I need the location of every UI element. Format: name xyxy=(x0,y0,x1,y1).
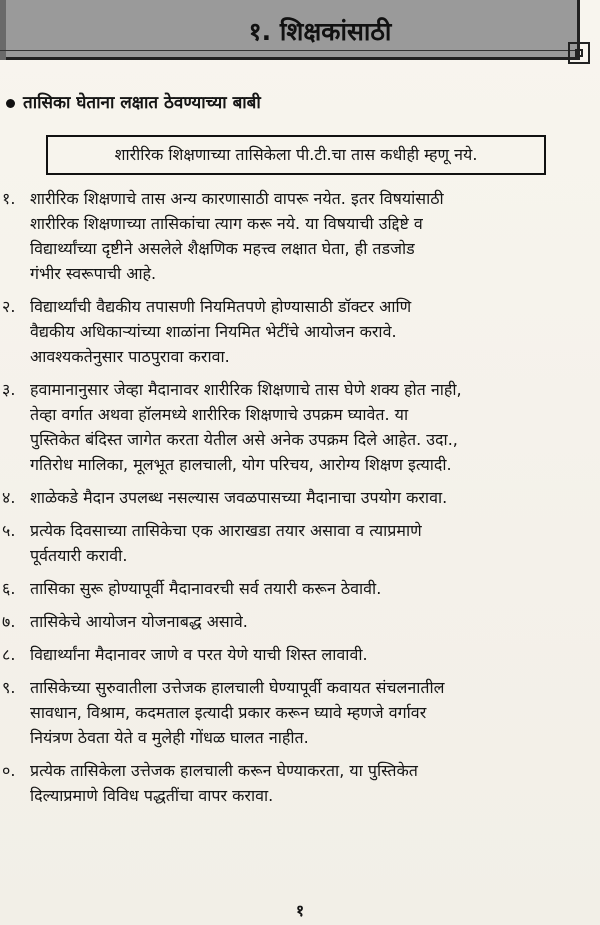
highlighted-note-box xyxy=(46,135,546,175)
list-item xyxy=(0,675,600,750)
list-item-line: शारीरिक शिक्षणाचे तास अन्य कारणासाठी वापरू नयेत. इतर विषयांसाठी xyxy=(30,189,444,208)
list-item-line: हवामानानुसार जेव्हा मैदानावर शारीरिक शिक्षणाचे तास घेणे शक्य होत नाही, xyxy=(30,380,462,399)
list-item xyxy=(0,485,600,510)
list-item-number: ९. xyxy=(2,678,16,697)
list-item-line: विद्यार्थ्यांच्या दृष्टीने असलेले शैक्षणिक महत्त्व लक्षात घेता, ही तडजोड xyxy=(30,239,415,258)
list-item-line: सावधान, विश्राम, कदमताल इत्यादी प्रकार करून घ्यावे म्हणजे वर्गावर xyxy=(30,703,427,722)
list-item xyxy=(0,294,600,369)
list-item-line: गंभीर स्वरूपाची आहे. xyxy=(30,264,157,283)
list-item xyxy=(0,609,600,634)
note-text: शारीरिक शिक्षणाच्या तासिकेला पी.टी.चा तास कधीही म्हणू नये. xyxy=(114,145,478,164)
list-item-line: विद्यार्थ्यांना मैदानावर जाणे व परत येणे याची शिस्त लावावी. xyxy=(30,645,368,664)
list-item xyxy=(0,186,600,286)
list-item-number: ५. xyxy=(2,521,16,540)
header-corner-ornament xyxy=(568,42,590,64)
guidelines-list xyxy=(0,186,600,816)
list-item xyxy=(0,518,600,568)
list-item xyxy=(0,377,600,477)
list-item-line: तासिका सुरू होण्यापूर्वी मैदानावरची सर्व तयारी करून ठेवावी. xyxy=(30,579,382,598)
list-item-line: प्रत्येक दिवसाच्या तासिकेचा एक आराखडा तयार असावा व त्याप्रमाणे xyxy=(30,521,422,540)
list-item-line: आवश्यकतेनुसार पाठपुरावा करावा. xyxy=(30,347,230,366)
header-edge-decoration xyxy=(0,0,6,60)
list-item-line: वैद्यकीय अधिकाऱ्यांच्या शाळांना नियमित भेटींचे आयोजन करावे. xyxy=(30,322,397,341)
list-item-number: ७. xyxy=(2,612,16,631)
list-item-number: १. xyxy=(2,189,16,208)
list-item-number: ८. xyxy=(2,645,16,664)
list-item-line: तासिकेचे आयोजन योजनाबद्ध असावे. xyxy=(30,612,248,631)
list-item-line: तासिकेच्या सुरुवातीला उत्तेजक हालचाली घेण्यापूर्वी कवायत संचलनातील xyxy=(30,678,445,697)
list-item-line: शारीरिक शिक्षणाच्या तासिकांचा त्याग करू नये. या विषयाची उद्दिष्टे व xyxy=(30,214,423,233)
section-heading xyxy=(6,90,261,116)
list-item-line: विद्यार्थ्यांची वैद्यकीय तपासणी नियमितपणे होण्यासाठी डॉक्टर आणि xyxy=(30,297,412,316)
list-item xyxy=(0,642,600,667)
list-item-line: शाळेकडे मैदान उपलब्ध नसल्यास जवळपासच्या मैदानाचा उपयोग करावा. xyxy=(30,488,448,507)
list-item-line: नियंत्रण ठेवता येते व मुलेही गोंधळ घालत नाहीत. xyxy=(30,728,309,747)
list-item-line: पूर्वतयारी करावी. xyxy=(30,546,128,565)
page-number: १ xyxy=(295,901,305,920)
list-item-line: तेव्हा वर्गात अथवा हॉलमध्ये शारीरिक शिक्षणाचे उपक्रम घ्यावेत. या xyxy=(30,405,409,424)
list-item-number: ४. xyxy=(2,488,16,507)
list-item-line: पुस्तिकेत बंदिस्त जागेत करता येतील असे अनेक उपक्रम दिले आहेत. उदा., xyxy=(30,430,458,449)
list-item-number: ६. xyxy=(2,579,16,598)
chapter-header-band xyxy=(0,0,580,60)
chapter-title: १. शिक्षकांसाठी xyxy=(248,17,392,46)
list-item-number: ०. xyxy=(2,761,16,780)
list-item xyxy=(0,576,600,601)
list-item-line: गतिरोध मालिका, मूलभूत हालचाली, योग परिचय, आरोग्य शिक्षण इत्यादी. xyxy=(30,455,452,474)
list-item-line: दिल्याप्रमाणे विविध पद्धतींचा वापर करावा. xyxy=(30,786,274,805)
list-item-line: प्रत्येक तासिकेला उत्तेजक हालचाली करून घेण्याकरता, या पुस्तिकेत xyxy=(30,761,418,780)
section-heading-text: तासिका घेताना लक्षात ठेवण्याच्या बाबी xyxy=(23,93,261,113)
list-item-number: २. xyxy=(2,297,16,316)
list-item-number: ३. xyxy=(2,380,16,399)
list-item xyxy=(0,758,600,808)
bullet-icon xyxy=(6,99,15,108)
